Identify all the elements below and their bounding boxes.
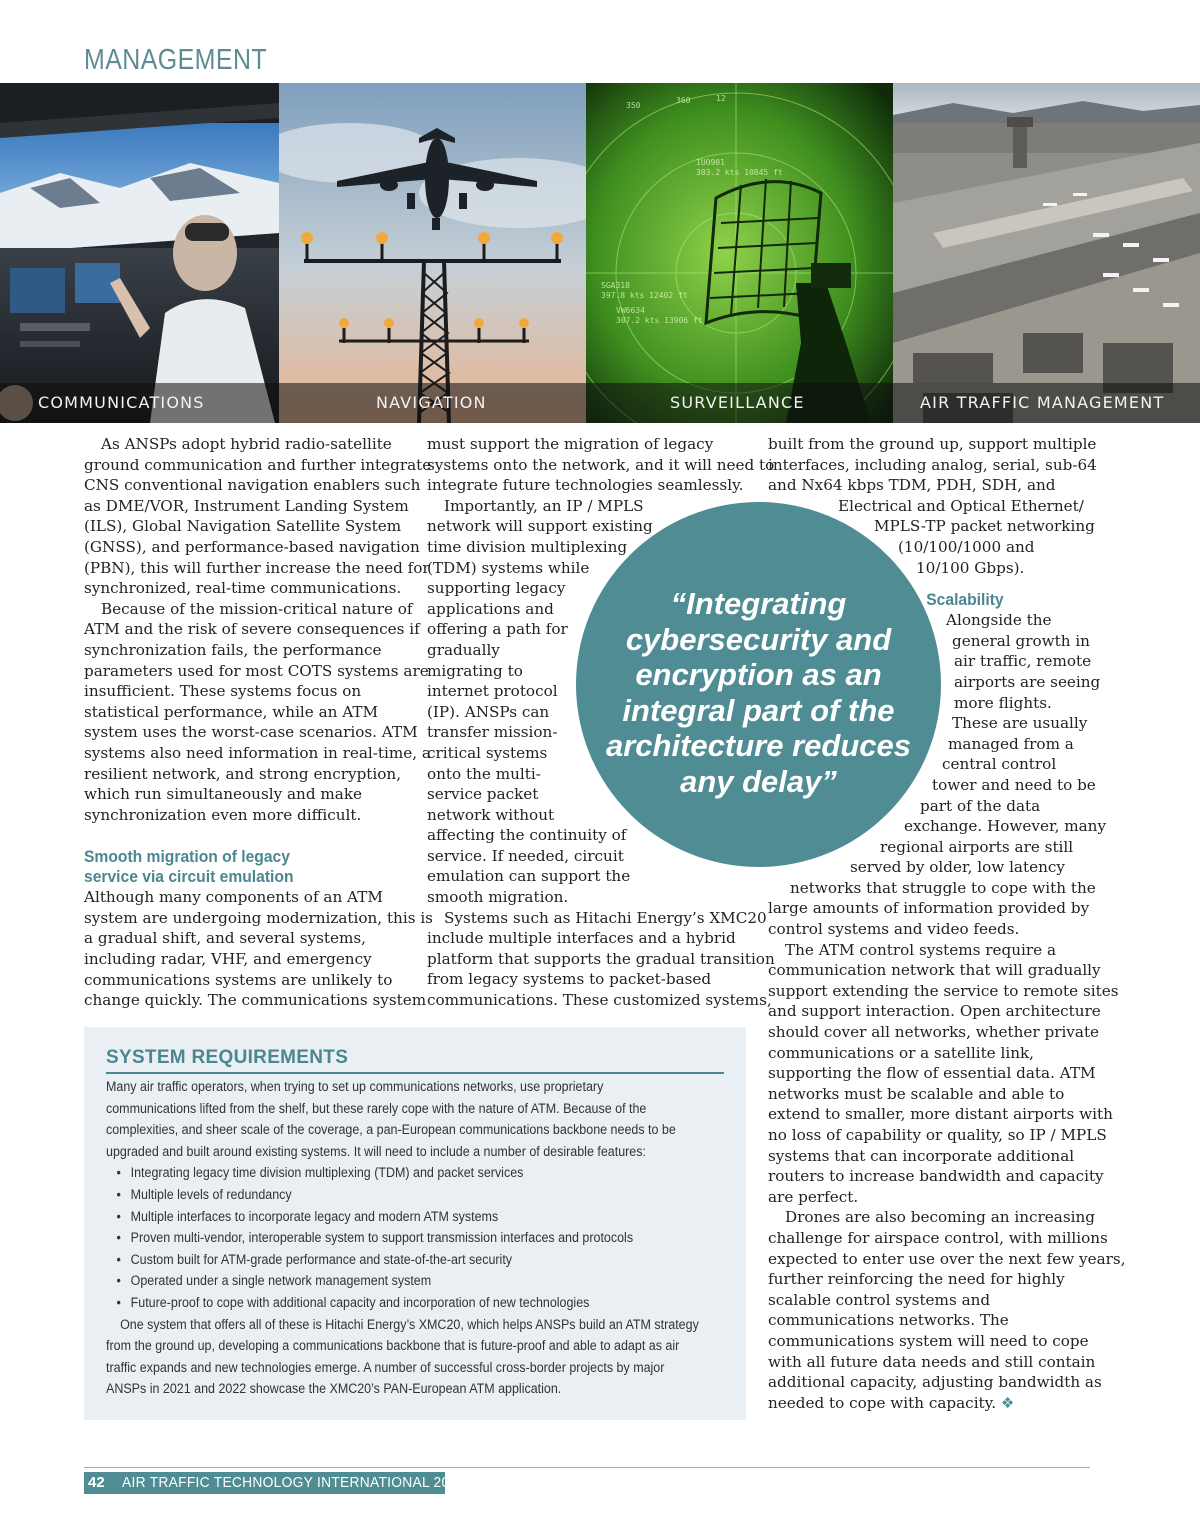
box-title: SYSTEM REQUIREMENTS (106, 1047, 349, 1068)
bullet-icon: • (116, 1208, 121, 1225)
pull-quote: “Integrating cybersecurity and encryption as an integral part of the architecture reduces any delay” (606, 586, 911, 799)
bullet-icon: • (116, 1251, 121, 1268)
col1-para-1: As ANSPs adopt hybrid radio-satellite ground communication and further integrate CNS conventional navigation enablers such as DME/VOR, Instrument Landing System (ILS), Global Navigation Satellite System (GNSS), and performance-based navigation (PBN), this will further increase the need for synchronized, real-time communications. (84, 435, 432, 598)
svg-text:397.8 kts 12402 ft: 397.8 kts 12402 ft (601, 291, 688, 300)
col3-para-4: Drones are also becoming an increasing challenge for airspace control, with millions expected to enter use over the next few years, further reinforcing the need for highly scalable control systems and communications networks. The communications system will need to cope with all future data needs and still contain additional capacity, adjusting bandwidth as needed to cope with capacity. ❖ (768, 1208, 1126, 1412)
col3-para-1: built from the ground up, support multiple interfaces, including analog, serial, sub-64 and Nx64 kbps TDM, PDH, SDH, and Electrical and Optical Ethernet/ MPLS-TP packet networking (10/100/1000 and 10/100 Gbps). (768, 435, 1097, 577)
svg-text:303.2 kts 10845 ft: 303.2 kts 10845 ft (696, 168, 783, 177)
surveillance-photo (586, 83, 893, 423)
box-title-rule (106, 1072, 724, 1074)
bullet-icon: • (116, 1230, 121, 1247)
list-item: • Future-proof to cope with additional capacity and incorporation of new technologies (106, 1293, 669, 1315)
list-item: • Custom built for ATM-grade performance and state-of-the-art security (106, 1250, 669, 1272)
bullet-icon: • (116, 1273, 121, 1290)
svg-text:350: 350 (626, 101, 641, 110)
bullet-icon: • (116, 1294, 121, 1311)
navigation-label: NAVIGATION (376, 393, 487, 412)
list-item: • Operated under a single network management system (106, 1271, 669, 1293)
column-1 (84, 434, 433, 1011)
list-item: • Multiple levels of redundancy (106, 1185, 669, 1207)
svg-text:SGA318: SGA318 (601, 281, 630, 290)
subheading-smooth-migration: Smooth migration of legacy service via circuit emulation (84, 847, 294, 887)
svg-text:307.2 kts 13906 ft: 307.2 kts 13906 ft (616, 316, 703, 325)
communications-photo (0, 83, 279, 423)
col3-para-3: The ATM control systems require a communication network that will gradually support extending the service to remote sites and support interaction. Open architecture should cover all networks, whether private communications or a satellite link, supporting the flow of essential data. ATM networks must be scalable and able to extend to smaller, more distant airports with no loss of capability or quality, so IP / MPLS systems that can incorporate additional routers to increase bandwidth and capacity are perfect. (768, 940, 1119, 1206)
col2-para-1: must support the migration of legacy systems onto the network, and it will need to integrate future technologies seamlessly. (427, 435, 775, 495)
svg-text:VW6634: VW6634 (616, 306, 645, 315)
photo-strip (0, 83, 1200, 423)
box-body: Many air traffic operators, when trying to set up communications networks, use proprietary communications lifted from the shelf, but these rarely cope with the nature of ATM. Because of the complexities, and sheer scale of the coverage, a pan-European communications backbone needs to be upgraded and built around existing systems. It will need to include a number of desirable features: • Integrating legacy time division multiplexing (TDM) and packet services • Multiple levels of redundancy • Multiple interfaces to incorporate legacy and modern ATM systems • Proven multi-vendor, interoperable system to support transmission interfaces and protocols • Custom built for ATM-grade performance and state-of-the-art security • Operated under a single network management system • Future-proof to cope with additional capacity and incorporation of new technologies One system that offers all of these is Hitachi Energy’s XMC20, which helps ANSPs build an ATM strategy from the ground up, developing a communications backbone that is future-proof and able to adapt as air traffic expands and new technologies emerge. A number of successful cross-border projects by major ANSPs in 2021 and 2022 showcase the XMC20’s PAN-European ATM application. (106, 1079, 699, 1398)
navigation-photo (279, 83, 586, 423)
svg-text:360: 360 (676, 96, 691, 105)
bullet-icon: • (116, 1165, 121, 1182)
subheading-scalability: Scalability (926, 590, 1004, 610)
col3-para-2: Alongside the general growth in air traffic, remote airports are seeing more flights. These are usually managed from a central control tower and need to be part of the data exchange. However, many regional airports are still served by older, low latency networks that struggle to cope with the large amounts of information provided by control systems and video feeds. (768, 611, 1107, 939)
col1-para-2: Because of the mission-critical nature of ATM and the risk of severe consequences if synchronization fails, the performance parameters used for most COTS systems are insufficient. These systems focus on statistical performance, while an ATM system uses the worst-case scenarios. ATM systems also need information in real-time, a resilient network, and strong encryption, which run simultaneously and make synchronization even more difficult. (84, 599, 431, 824)
end-mark-icon: ❖ (1000, 1393, 1015, 1412)
list-item: • Multiple interfaces to incorporate legacy and modern ATM systems (106, 1207, 669, 1229)
svg-text:12: 12 (716, 94, 726, 103)
page-number: 42 (88, 1474, 105, 1491)
list-item: • Integrating legacy time division multiplexing (TDM) and packet services (106, 1163, 669, 1185)
atm-label: AIR TRAFFIC MANAGEMENT (920, 393, 1165, 412)
footer-rule (84, 1467, 1090, 1468)
surveillance-label: SURVEILLANCE (670, 393, 805, 412)
publication-title: AIR TRAFFIC TECHNOLOGY INTERNATIONAL 2023 (122, 1474, 466, 1491)
col2-para-3: Systems such as Hitachi Energy’s XMC20 include multiple interfaces and a hybrid platform that supports the gradual transition from legacy systems to packet-based communications. These customized systems, (427, 908, 775, 1010)
col2-para-2: Importantly, an IP / MPLS network will support existing time division multiplexing (TDM) systems while supporting legacy applications and offering a path for gradually migrating to internet protocol (IP). ANSPs can transfer mission- critical systems onto the multi- service packet network without affecting the continuity of service. If needed, circuit emulation can support the smooth migration. (427, 496, 653, 907)
section-heading: MANAGEMENT (84, 44, 268, 76)
svg-text:IUO901: IUO901 (696, 158, 725, 167)
communications-label: COMMUNICATIONS (38, 393, 205, 412)
list-item: • Proven multi-vendor, interoperable system to support transmission interfaces and protocols (106, 1228, 669, 1250)
bullet-icon: • (116, 1186, 121, 1203)
air-traffic-management-photo (893, 83, 1200, 423)
col1-para-3: Although many components of an ATM system are undergoing modernization, this is a gradual shift, and several systems, including radar, VHF, and emergency communications systems are unlikely to change quickly. The communications system (84, 888, 433, 1010)
